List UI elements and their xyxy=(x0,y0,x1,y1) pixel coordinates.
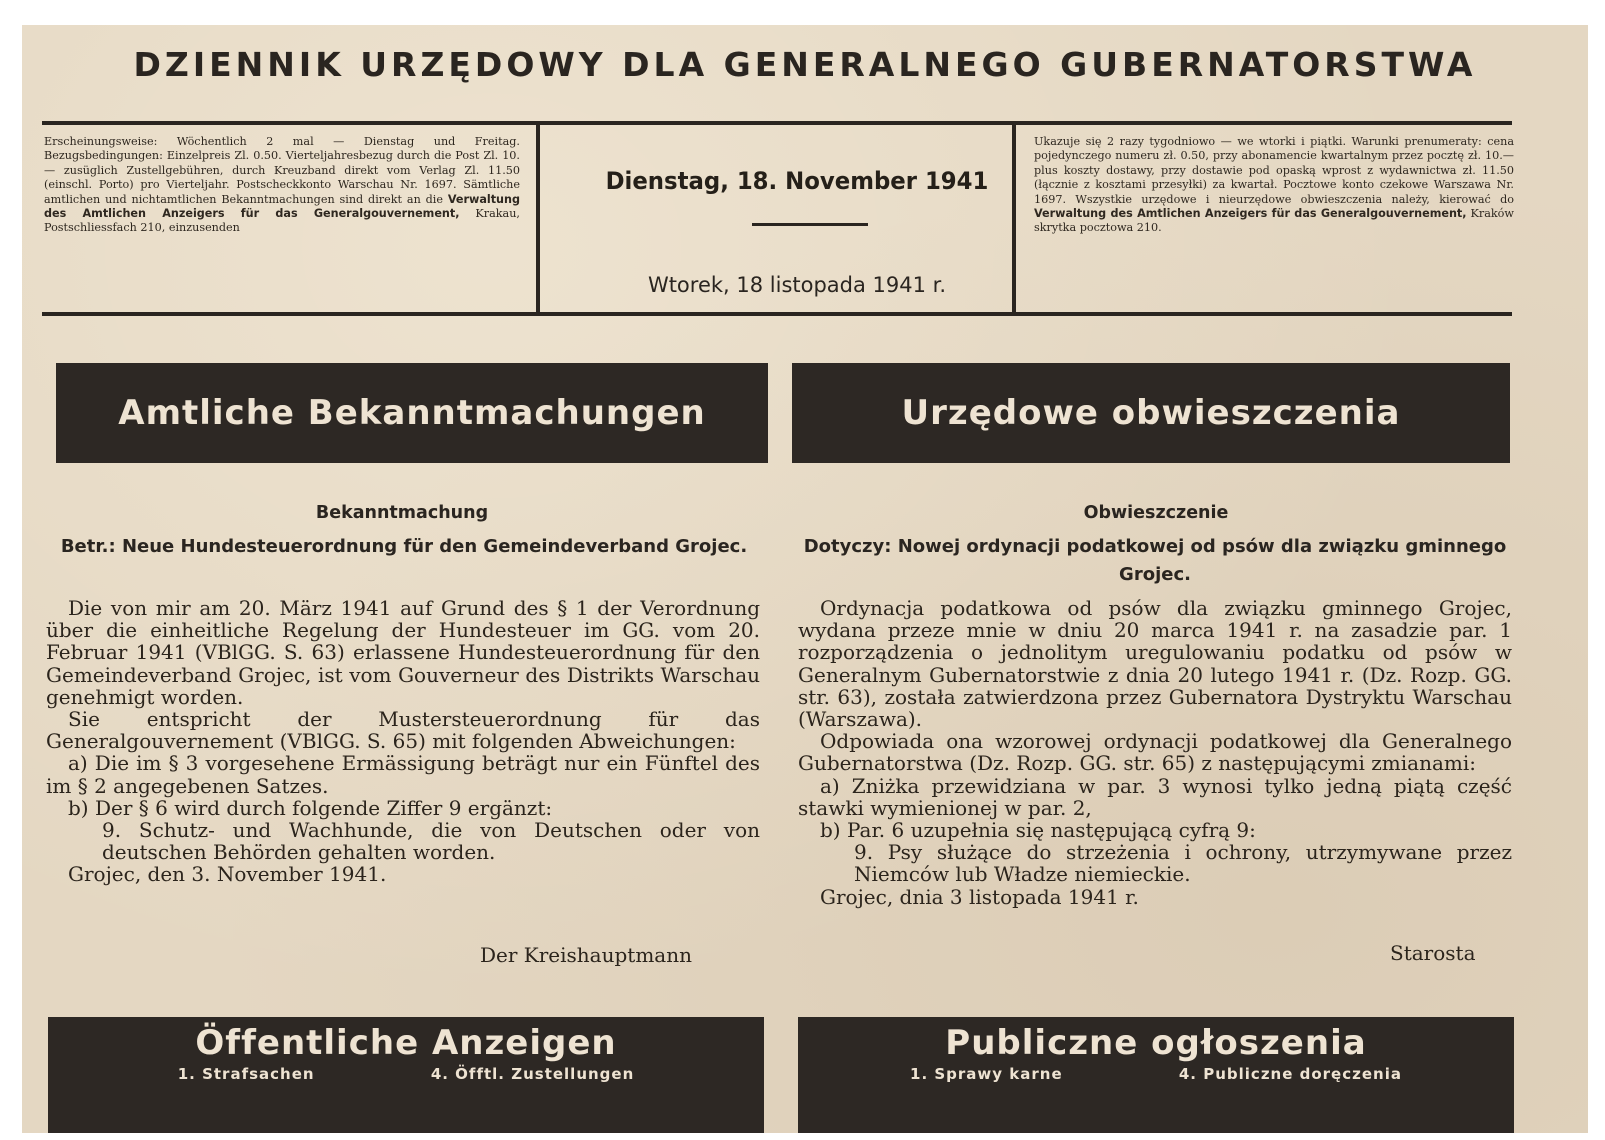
notice-polish-heading: Obwieszczenie xyxy=(1083,503,1229,523)
banner-publiczne-ogloszenia xyxy=(798,1017,1514,1133)
date-divider xyxy=(752,223,868,226)
banner-subsections xyxy=(48,1065,764,1083)
banner-urzedowe-obwieszczenia xyxy=(792,363,1510,463)
notice-german-signature: Der Kreishauptmann xyxy=(480,943,692,967)
banner-title: Amtliche Bekanntmachungen xyxy=(118,393,706,433)
subscription-info-german-text: Erscheinungsweise: Wöchentlich 2 mal — Dienstag und Freitag. Bezugsbedingungen: Einzelpreis Zl. 0.50. Vierteljahresbezug durch die Post Zl. 10.— zusüglich Zustellgebühren, durch Kreuzband direkt vom Verlag Zl. 11.50 (einschl. Porto) pro Vierteljahr. Postscheckkonto Warschau Nr. 1697. Sämtliche amtlichen und nichtamtlichen Bekanntmachungen sind direkt an die xyxy=(44,135,520,206)
header-bottom-rule xyxy=(42,312,1512,316)
newspaper-page xyxy=(22,25,1588,1133)
banner-subsection-4: 4. Öfftl. Zustellungen xyxy=(430,1065,635,1083)
notice-german-body xyxy=(46,597,760,886)
banner-amtliche-bekanntmachungen xyxy=(56,363,768,463)
notice-polish-paragraph-1: Ordynacja podatkowa od psów dla związku gminnego Grojec, wydana przeze mnie w dniu 20 marca 1941 r. na zasadzie par. 1 rozporządzenia o jednolitym uregulowaniu podatku od psów w Generalnym Gubernatorstwie z dnia 20 lutego 1941 r. (Dz. Rozp. GG. str. 63), została zatwierdzona przez Gubernatora Dystryktu Warschau (Warszawa). xyxy=(798,596,1512,732)
notice-polish-paragraph-2: Odpowiada ona wzorowej ordynacji podatkowej dla Generalnego Gubernatorstwa (Dz. Rozp. GG. str. 65) z następującymi zmianami: xyxy=(798,729,1512,776)
notice-german-item-9: 9. Schutz- und Wachhunde, die von Deutschen oder von deutschen Behörden gehalten worden. xyxy=(102,818,760,865)
date-german: Dienstag, 18. November 1941 xyxy=(605,167,989,195)
notice-german-subject: Betr.: Neue Hundesteuerordnung für den Gemeindeverband Grojec. xyxy=(60,536,748,557)
banner-subsection-1: 1. Sprawy karne xyxy=(910,1065,1063,1083)
notice-polish-body xyxy=(798,597,1512,908)
banner-title: Öffentliche Anzeigen xyxy=(195,1023,617,1063)
notice-polish-place-date: Grojec, dnia 3 listopada 1941 r. xyxy=(820,884,1139,909)
notice-polish-item-b: b) Par. 6 uzupełnia się następującą cyfrą 9: xyxy=(820,818,1256,843)
subscription-info-german-bold: Verwaltung des Amtlichen Anzeigers für das Generalgouvernement, xyxy=(44,192,520,221)
header-divider-left xyxy=(536,125,540,312)
banner-offentliche-anzeigen xyxy=(48,1017,764,1133)
notice-polish-item-9: 9. Psy służące do strzeżenia i ochrony, utrzymywane przez Niemców lub Władze niemieckie. xyxy=(854,840,1512,887)
banner-subsection-4: 4. Publiczne doręczenia xyxy=(1178,1065,1402,1083)
notice-german-paragraph-2: Sie entspricht der Mustersteuerordnung für das Generalgouvernement (VBlGG. S. 65) mit folgenden Abweichungen: xyxy=(46,707,760,754)
notice-german-place-date: Grojec, den 3. November 1941. xyxy=(68,862,387,887)
header-top-rule xyxy=(42,121,1512,125)
banner-subsections xyxy=(798,1065,1514,1083)
banner-title: Publiczne ogłoszenia xyxy=(945,1023,1367,1063)
subscription-info-german-tail: Krakau, Postschliessfach 210, einzusenden xyxy=(44,207,520,235)
subscription-info-german xyxy=(44,135,520,236)
notice-polish-subject: Dotyczy: Nowej ordynacji podatkowej od psów dla związku gminnego Grojec. xyxy=(803,536,1507,585)
notice-german-paragraph-1: Die von mir am 20. März 1941 auf Grund des § 1 der Verordnung über die einheitliche Regelung der Hundesteuer im GG. vom 20. Februar 1941 (VBlGG. S. 63) erlassene Hundesteuerordnung für den Gemeindeverband Grojec, ist vom Gouverneur des Distrikts Warschau genehmigt worden. xyxy=(46,596,760,709)
subscription-info-polish-text: Ukazuje się 2 razy tygodniowo — we wtorki i piątki. Warunki prenumeraty: cena pojedynczego numeru zł. 0.50, przy abonamencie kwartalnym przez pocztę zł. 10.— plus koszty dostawy, przy dostawie pod opaską wprost z wydawnictwa zł. 11.50 (łącznie z kosztami przesyłki) za kwartał. Pocztowe konto czekowe Warszawa Nr. 1697. Wszystkie urzędowe i nieurzędowe obwieszczenia należy, kierować do xyxy=(1034,135,1514,206)
subscription-info-polish-bold: Verwaltung des Amtlichen Anzeigers für das Generalgouvernement, xyxy=(1034,207,1467,221)
notice-german-item-b: b) Der § 6 wird durch folgende Ziffer 9 ergänzt: xyxy=(68,795,553,820)
banner-subsection-1: 1. Strafsachen xyxy=(177,1065,315,1083)
notice-german-heading: Bekanntmachung xyxy=(315,503,489,523)
masthead-title: DZIENNIK URZĘDOWY DLA GENERALNEGO GUBERNATORSTWA xyxy=(133,45,1477,84)
subscription-info-polish xyxy=(1034,135,1514,236)
subscription-info-polish-tail: Kraków skrytka pocztowa 210. xyxy=(1034,207,1514,235)
notice-german-item-a: a) Die im § 3 vorgesehene Ermässigung beträgt nur ein Fünftel des im § 2 angegebenen Satzes. xyxy=(46,751,760,798)
notice-polish-signature: Starosta xyxy=(1390,941,1476,965)
notice-polish-item-a: a) Zniżka przewidziana w par. 3 wynosi tylko jedną piątą część stawki wymienionej w par. 2, xyxy=(798,773,1512,820)
date-polish: Wtorek, 18 listopada 1941 r. xyxy=(647,273,947,297)
banner-title: Urzędowe obwieszczenia xyxy=(901,393,1401,433)
